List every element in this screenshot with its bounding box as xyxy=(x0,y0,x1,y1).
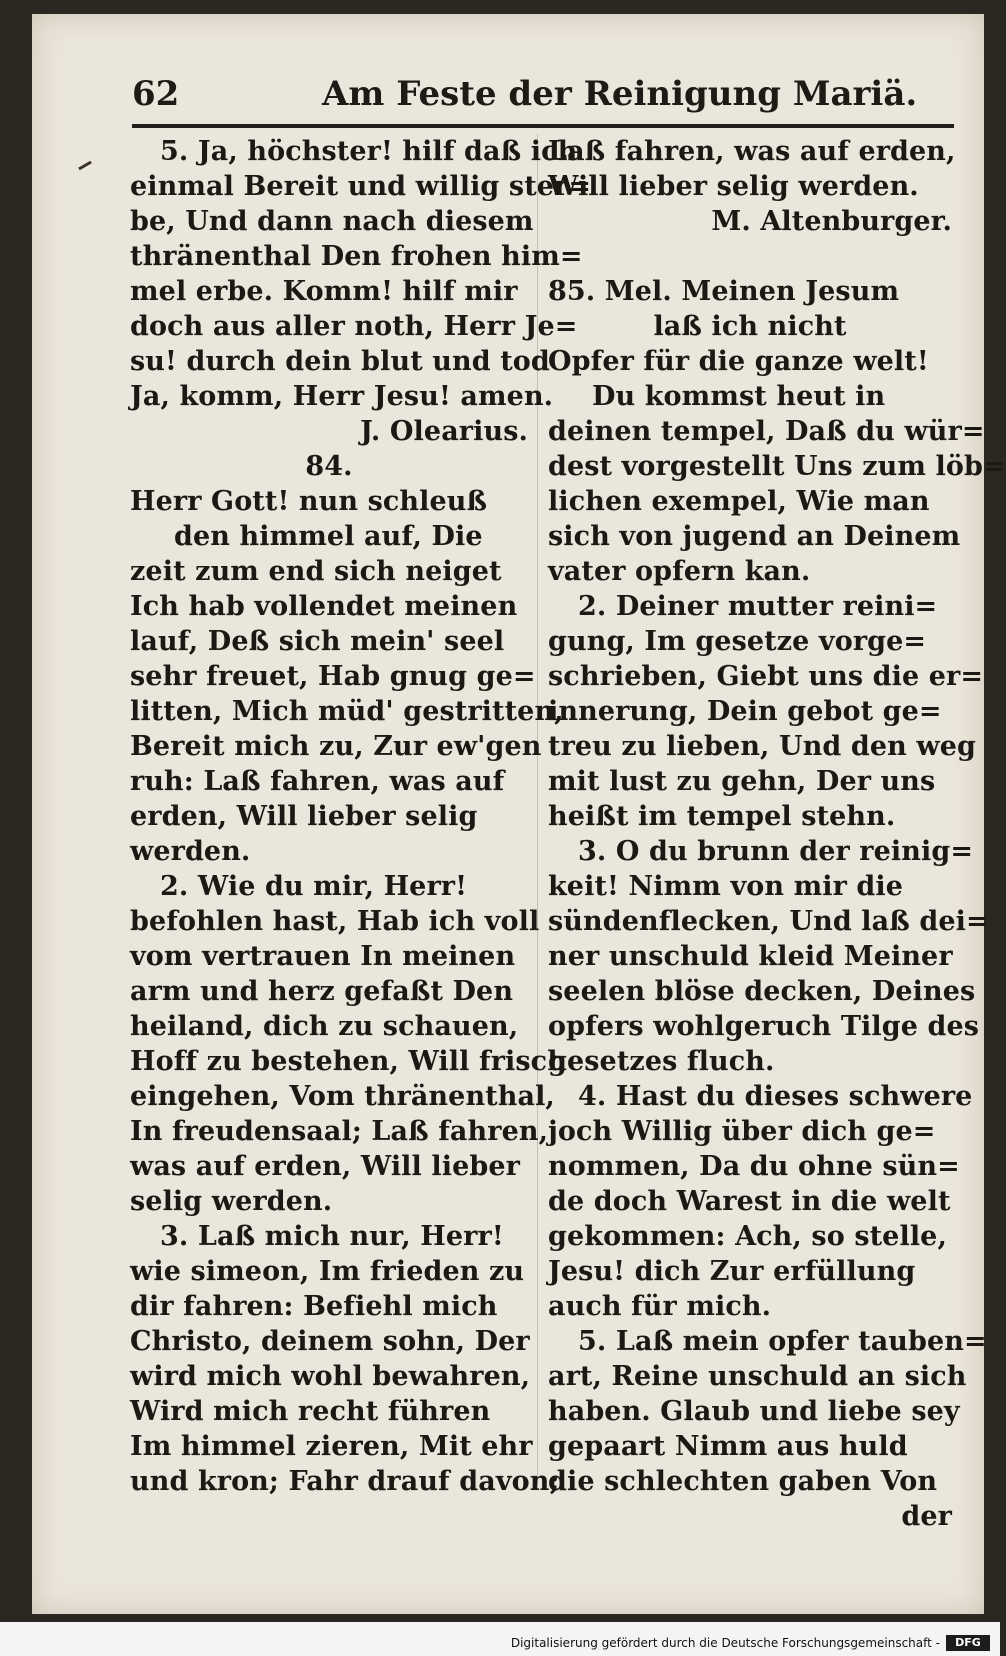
text-line: auch für mich. xyxy=(548,1291,772,1322)
text-line: Wird mich recht führen xyxy=(130,1396,491,1427)
text-line: joch Willig über dich ge= xyxy=(548,1116,936,1147)
text-line: Christo, deinem sohn, Der xyxy=(130,1326,530,1357)
text-line: vom vertrauen In meinen xyxy=(130,941,516,972)
hymn-number: 84. xyxy=(305,451,353,482)
text-line: gesetzes fluch. xyxy=(548,1046,775,1077)
text-line: und kron; Fahr drauf davon; xyxy=(130,1466,560,1497)
column-divider xyxy=(537,134,538,1484)
text-line: dest vorgestellt Uns zum löb= xyxy=(548,451,1006,482)
text-line: sehr freuet, Hab gnug ge= xyxy=(130,661,536,692)
text-line: was auf erden, Will lieber xyxy=(130,1151,520,1182)
text-line: 3. Laß mich nur, Herr! xyxy=(160,1221,504,1252)
text-line: sich von jugend an Deinem xyxy=(548,521,961,552)
text-line: den himmel auf, Die xyxy=(174,521,483,552)
text-line: zeit zum end sich neiget xyxy=(130,556,502,587)
text-line: doch aus aller noth, Herr Je= xyxy=(130,311,578,342)
text-line: mel erbe. Komm! hilf mir xyxy=(130,276,518,307)
funding-credit: Digitalisierung gefördert durch die Deutsche Forschungsgemeinschaft - xyxy=(510,1636,940,1650)
text-line: 2. Deiner mutter reini= xyxy=(578,591,938,622)
text-line: treu zu lieben, Und den weg xyxy=(548,731,976,762)
running-title: Am Feste der Reinigung Mariä. xyxy=(322,74,918,114)
text-line: seelen blöse decken, Deines xyxy=(548,976,976,1007)
header-rule xyxy=(132,124,954,128)
text-line: opfers wohlgeruch Tilge des xyxy=(548,1011,980,1042)
text-line: In freudensaal; Laß fahren, xyxy=(130,1116,549,1147)
text-line: Ja, komm, Herr Jesu! amen. xyxy=(130,381,554,412)
text-line: haben. Glaub und liebe sey xyxy=(548,1396,960,1427)
text-line: Laß fahren, was auf erden, xyxy=(548,136,956,167)
text-line: Herr Gott! nun schleuß xyxy=(130,486,488,517)
text-line: dir fahren: Befiehl mich xyxy=(130,1291,498,1322)
text-line: 3. O du brunn der reinig= xyxy=(578,836,974,867)
text-line: Opfer für die ganze welt! xyxy=(548,346,929,377)
blank-line xyxy=(548,239,952,274)
text-line: vater opfern kan. xyxy=(548,556,811,587)
text-line: lichen exempel, Wie man xyxy=(548,486,930,517)
text-line: ruh: Laß fahren, was auf xyxy=(130,766,505,797)
text-line: heiland, dich zu schauen, xyxy=(130,1011,519,1042)
text-line: su! durch dein blut und tod xyxy=(130,346,550,377)
text-line: schrieben, Giebt uns die er= xyxy=(548,661,984,692)
left-column xyxy=(130,134,592,1499)
text-line: art, Reine unschuld an sich xyxy=(548,1361,967,1392)
text-line: befohlen hast, Hab ich voll xyxy=(130,906,540,937)
text-line: gekommen: Ach, so stelle, xyxy=(548,1221,947,1252)
text-line: Im himmel zieren, Mit ehr xyxy=(130,1431,533,1462)
text-line: Bereit mich zu, Zur ew'gen xyxy=(130,731,542,762)
page-header xyxy=(132,72,952,122)
text-line: thränenthal Den frohen him= xyxy=(130,241,583,272)
text-line: Will lieber selig werden. xyxy=(548,171,919,202)
text-line: 5. Laß mein opfer tauben= xyxy=(578,1326,987,1357)
text-line: die schlechten gaben Von xyxy=(548,1466,938,1497)
text-line: einmal Bereit und willig ster= xyxy=(130,171,592,202)
text-line: Jesu! dich Zur erfüllung xyxy=(548,1256,916,1287)
text-line: eingehen, Vom thränenthal, xyxy=(130,1081,555,1112)
text-line: de doch Warest in die welt xyxy=(548,1186,951,1217)
ink-mark xyxy=(78,161,92,171)
text-line: 4. Hast du dieses schwere xyxy=(578,1081,973,1112)
text-line: Du kommst heut in xyxy=(592,381,886,412)
text-line: innerung, Dein gebot ge= xyxy=(548,696,942,727)
text-line: Hoff zu bestehen, Will frisch xyxy=(130,1046,567,1077)
hymn-heading: 85. Mel. Meinen Jesum xyxy=(548,276,900,307)
text-line: 5. Ja, höchster! hilf daß ich xyxy=(160,136,578,167)
text-line: gung, Im gesetze vorge= xyxy=(548,626,927,657)
text-line: litten, Mich müd' gestritten, xyxy=(130,696,564,727)
book-page xyxy=(32,14,1006,1614)
text-line: mit lust zu gehn, Der uns xyxy=(548,766,936,797)
text-line: be, Und dann nach diesem xyxy=(130,206,534,237)
hymn-melody: laß ich nicht xyxy=(653,311,847,342)
text-line: ner unschuld kleid Meiner xyxy=(548,941,953,972)
text-line: arm und herz gefaßt Den xyxy=(130,976,514,1007)
text-line: sündenflecken, Und laß dei= xyxy=(548,906,989,937)
right-column xyxy=(548,134,1006,1534)
text-line: deinen tempel, Daß du wür= xyxy=(548,416,985,447)
text-line: werden. xyxy=(130,836,251,867)
text-line: wie simeon, Im frieden zu xyxy=(130,1256,525,1287)
text-line: 2. Wie du mir, Herr! xyxy=(160,871,468,902)
page-number: 62 xyxy=(132,74,180,114)
text-line: erden, Will lieber selig xyxy=(130,801,478,832)
text-line: heißt im tempel stehn. xyxy=(548,801,896,832)
dfg-logo: DFG xyxy=(946,1635,990,1651)
text-line: lauf, Deß sich mein' seel xyxy=(130,626,505,657)
hymn-author: J. Olearius. xyxy=(360,416,528,447)
text-line: wird mich wohl bewahren, xyxy=(130,1361,531,1392)
text-line: gepaart Nimm aus huld xyxy=(548,1431,908,1462)
text-line: nommen, Da du ohne sün= xyxy=(548,1151,960,1182)
digitization-footer xyxy=(0,1622,1000,1656)
text-line: selig werden. xyxy=(130,1186,333,1217)
text-line: keit! Nimm von mir die xyxy=(548,871,904,902)
text-line: Ich hab vollendet meinen xyxy=(130,591,518,622)
hymn-author: M. Altenburger. xyxy=(711,206,952,237)
catchword: der xyxy=(901,1501,952,1532)
